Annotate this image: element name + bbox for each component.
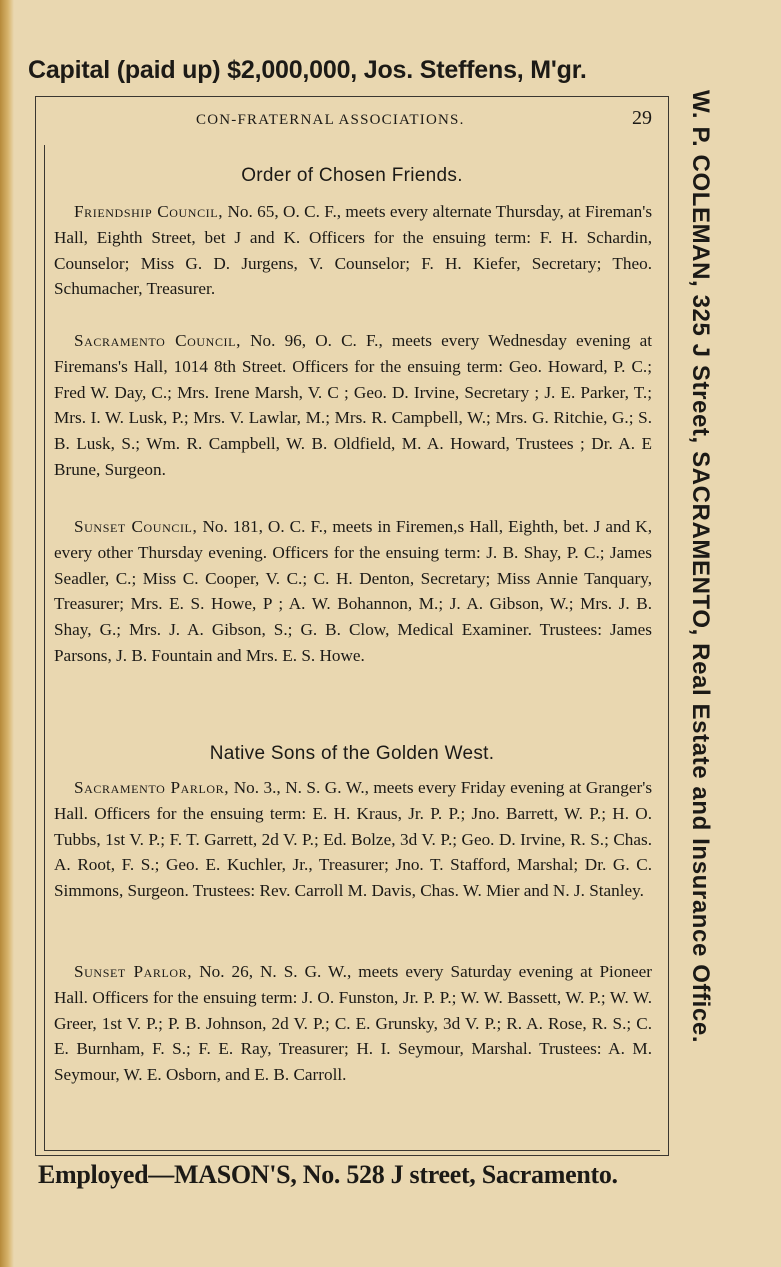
section-title-chosen-friends: Order of Chosen Friends. xyxy=(241,165,463,186)
side-advertisement-banner xyxy=(672,90,717,1170)
entry-sacramento-council xyxy=(54,328,652,483)
entry-text: No. 26, N. S. G. W., meets every Saturday evening at Pioneer Hall. Officers for the ensuing term: J. O. Funston, Jr. P. P.; W. W. Bassett, W. P.; W. W. Greer, 1st V. P.; P. B. Johnson, 2d V. P.; C. E. Grunsky, 3d V. P.; R. A. Rose, R. S.; C. E. Burnham, F. S.; F. E. Ray, Treasurer; H. I. Seymour, Marshal. Trustees: A. M. Seymour, W. E. Osborn, and E. B. Carroll. xyxy=(54,962,652,1085)
entry-name: Sacramento Council, xyxy=(74,331,241,350)
entry-name: Friendship Council, xyxy=(74,202,224,221)
entry-text: No. 181, O. C. F., meets in Firemen,s Hall, Eighth, bet. J and K, every other Thursday evening. Officers for the ensuing term: J. B. Shay, P. C.; James Seadler, C.; Miss C. Cooper, V. C.; C. H. Denton, Secretary; Miss Annie Tanquary, Treasurer; Mrs. E. S. Howe, P ; A. W. Bohannon, M.; J. A. Gibson, W.; Mrs. J. B. Shay, G.; Mrs. J. A. Gibson, S.; G. B. Clow, Medical Examiner. Trustees: James Parsons, J. B. Fountain and Mrs. E. S. Howe. xyxy=(54,517,653,665)
book-binding-edge xyxy=(0,0,14,1267)
side-advertisement-text: W. P. COLEMAN, 325 J Street, SACRAMENTO, Real Estate and Insurance Office. xyxy=(687,90,714,1044)
entry-text: No. 96, O. C. F., meets every Wednesday evening at Firemans's Hall, 1014 8th Street. Officers for the ensuing term: Geo. Howard, P. C.; Fred W. Day, C.; Mrs. Irene Marsh, V. C ; Geo. D. Irvine, Secretary ; J. E. Parker, T.; Mrs. I. W. Lusk, P.; Mrs. V. Lawlar, M.; Mrs. R. Campbell, W.; Mrs. G. Ritchie, G.; S. B. Lusk, S.; Wm. R. Campbell, W. B. Oldfield, M. A. Howard, Trustees ; Dr. A. E Brune, Surgeon. xyxy=(54,331,653,479)
entry-text: No. 3., N. S. G. W., meets every Friday evening at Granger's Hall. Officers for the ensuing term: E. H. Kraus, Jr. P. P.; Jno. Barrett, W. P.; H. O. Tubbs, 1st V. P.; F. T. Garrett, 2d V. P.; Ed. Bolze, 3d V. P.; Geo. D. Irvine, R. S.; Chas. A. Root, F. S.; Geo. E. Kuchler, Jr., Treasurer; Jno. T. Stafford, Marshal; Dr. G. C. Simmons, Surgeon. Trustees: Rev. Carroll M. Davis, Chas. W. Mier and N. J. Stanley. xyxy=(54,778,653,901)
entry-sunset-parlor xyxy=(54,959,652,1088)
entry-friendship-council xyxy=(54,199,652,302)
section-title-native-sons: Native Sons of the Golden West. xyxy=(209,743,495,764)
entry-name: Sacramento Parlor, xyxy=(74,778,230,797)
entry-name: Sunset Parlor, xyxy=(74,962,193,981)
entry-name: Sunset Council, xyxy=(74,517,198,536)
entry-sunset-council xyxy=(54,514,652,669)
page-number: 29 xyxy=(632,107,652,129)
top-advertisement-banner: Capital (paid up) $2,000,000, Jos. Steffens, M'gr. xyxy=(28,56,587,84)
entry-text: No. 65, O. C. F., meets every alternate Thursday, at Fireman's Hall, Eighth Street, bet J and K. Officers for the ensuing term: F. H. Schardin, Counselor; Miss G. D. Jurgens, V. Counselor; F. H. Kiefer, Secretary; Theo. Schumacher, Treasurer. xyxy=(54,202,653,299)
entry-sacramento-parlor xyxy=(54,775,652,904)
page-frame xyxy=(35,96,669,1156)
bottom-advertisement-banner: Employed—MASON'S, No. 528 J street, Sacramento. xyxy=(38,1160,618,1189)
running-head: CON-FRATERNAL ASSOCIATIONS. xyxy=(196,112,465,128)
